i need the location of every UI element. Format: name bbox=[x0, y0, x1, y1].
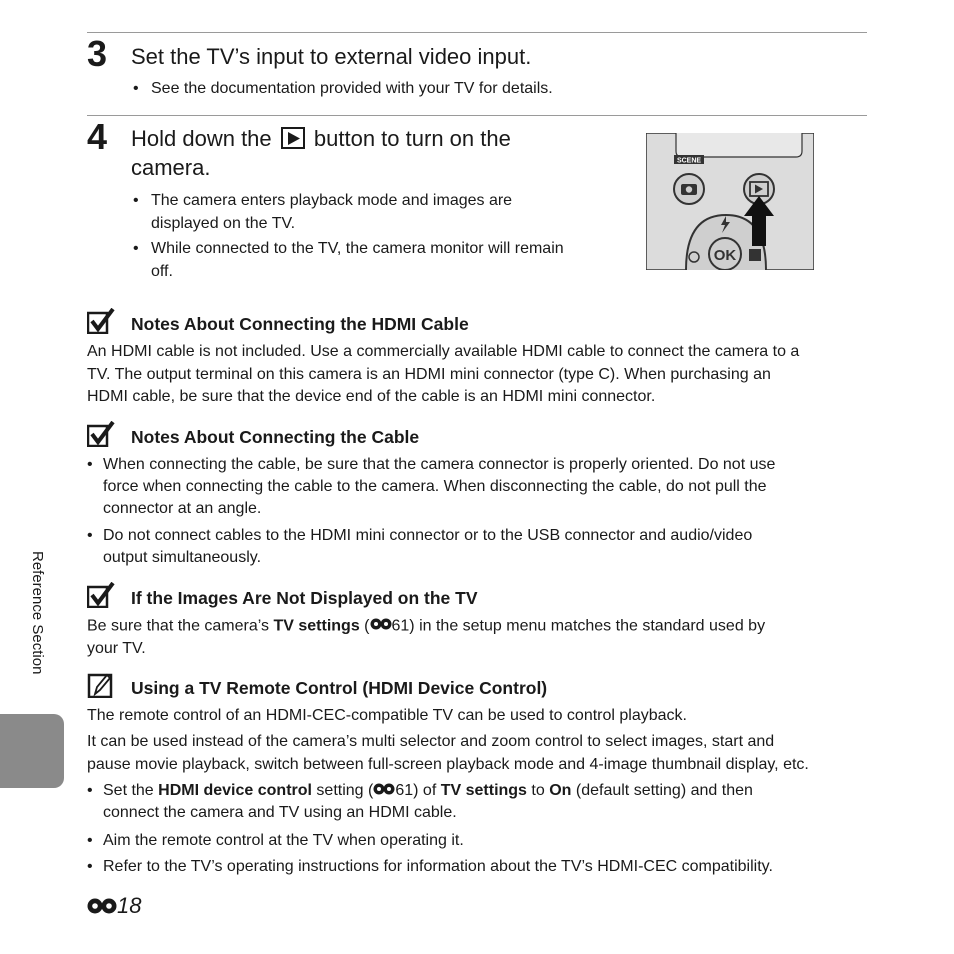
note-hdmi-cable-heading bbox=[87, 308, 867, 336]
note4-text: (default setting) and then bbox=[575, 782, 753, 800]
step-4-number: 4 bbox=[87, 116, 108, 157]
pencil-note-icon bbox=[87, 672, 115, 698]
page-reference: 61 bbox=[395, 782, 414, 800]
note-cable-heading bbox=[87, 421, 867, 449]
caution-check-icon bbox=[87, 421, 115, 447]
step-4-title-part1: Hold down the bbox=[131, 126, 272, 151]
scene-label: SCENE bbox=[676, 157, 702, 165]
playback-button-icon bbox=[281, 127, 305, 149]
note4-text: setting ( bbox=[316, 782, 374, 800]
note-not-displayed-body: Be sure that the camera’s TV settings ( 61) in the setup menu matches the standard used by your TV. bbox=[87, 615, 872, 660]
bullet-dot: • bbox=[87, 456, 93, 473]
note4-text: Set the bbox=[103, 782, 154, 800]
exposure-icon bbox=[749, 249, 761, 261]
tv-settings-term: TV settings bbox=[273, 617, 360, 635]
note4-text: connect the camera and TV using an HDMI cable. bbox=[103, 804, 457, 822]
bullet-dot: • bbox=[133, 80, 139, 97]
step-3-bullet bbox=[133, 77, 833, 100]
e-reference-icon bbox=[87, 894, 117, 920]
step-4-bullet-1-line1: The camera enters playback mode and images are bbox=[151, 192, 513, 209]
step-4-title-line2: camera. bbox=[131, 155, 211, 180]
e-reference-icon bbox=[373, 780, 395, 802]
note-remote-bullet-1 bbox=[87, 780, 872, 824]
note-cable-bullet-1-line: force when connecting the cable to the camera. When disconnecting the cable, do not pull the bbox=[103, 478, 767, 495]
note-cable-bullet-2 bbox=[87, 525, 872, 569]
step-4-title bbox=[131, 124, 611, 182]
note-cable-bullet-1-line: When connecting the cable, be sure that the camera connector is properly oriented. Do not use bbox=[103, 456, 776, 473]
note3-text: your TV. bbox=[87, 639, 146, 657]
e-reference-icon bbox=[370, 615, 392, 638]
step-4-bullet-1-line2: displayed on the TV. bbox=[151, 215, 296, 232]
caution-check-icon bbox=[87, 582, 115, 608]
page-reference: 61 bbox=[391, 617, 410, 635]
step-4-bullet-2 bbox=[133, 237, 613, 283]
note4-text: to bbox=[531, 782, 545, 800]
note-remote-p2-line: pause movie playback, switch between full-screen playback mode and 4-image thumbnail display, etc. bbox=[87, 755, 809, 773]
note-remote-bullet-3-text: Refer to the TV’s operating instructions for information about the TV’s HDMI-CEC compatibility. bbox=[103, 858, 773, 875]
note-cable-bullet-1 bbox=[87, 454, 872, 520]
note-remote-p2-line: It can be used instead of the camera’s multi selector and zoom control to select images, start and bbox=[87, 733, 775, 750]
section-side-label-text: Reference Section bbox=[29, 551, 46, 675]
note-hdmi-cable-title: Notes About Connecting the HDMI Cable bbox=[131, 314, 469, 334]
note3-text: ) in the setup menu matches the standard used by bbox=[409, 617, 766, 635]
bullet-dot: • bbox=[133, 192, 139, 209]
note-not-displayed-title: If the Images Are Not Displayed on the TV bbox=[131, 588, 478, 608]
step-3-bullet-text: See the documentation provided with your TV for details. bbox=[151, 80, 553, 97]
on-term: On bbox=[549, 782, 572, 800]
note3-text: Be sure that the camera’s bbox=[87, 617, 270, 635]
note-cable-bullet-2-line: Do not connect cables to the HDMI mini connector or to the USB connector and audio/video bbox=[103, 527, 753, 544]
step-4-bullet-2-line1: While connected to the TV, the camera monitor will remain bbox=[151, 240, 564, 257]
step-4-title-part2: button to turn on the bbox=[313, 126, 511, 151]
note-remote-p2 bbox=[87, 731, 887, 776]
step-3-title: Set the TV’s input to external video input. bbox=[131, 44, 532, 69]
bullet-dot: • bbox=[87, 527, 93, 544]
ok-label: OK bbox=[713, 247, 737, 264]
note-remote-bullet-2 bbox=[87, 830, 872, 852]
step-4-bullet-1 bbox=[133, 189, 613, 235]
note-hdmi-cable-line: An HDMI cable is not included. Use a commercially available HDMI cable to connect the camera to a bbox=[87, 343, 800, 360]
note4-text: ) of bbox=[413, 782, 437, 800]
page-number bbox=[87, 893, 141, 920]
bullet-dot: • bbox=[87, 832, 93, 849]
note-remote-title: Using a TV Remote Control (HDMI Device Control) bbox=[131, 678, 548, 698]
page-number-text: 18 bbox=[117, 893, 142, 918]
step-4-rule bbox=[87, 115, 867, 116]
note-remote-heading bbox=[87, 672, 867, 700]
section-tab bbox=[0, 714, 64, 788]
caution-check-icon bbox=[87, 308, 115, 334]
bullet-dot: • bbox=[133, 240, 139, 257]
note-remote-bullet-2-text: Aim the remote control at the TV when operating it. bbox=[103, 832, 464, 849]
step-3-number: 3 bbox=[87, 33, 108, 74]
note-hdmi-cable-body bbox=[87, 341, 872, 409]
tv-settings-term: TV settings bbox=[440, 782, 527, 800]
bullet-dot: • bbox=[87, 858, 93, 875]
note-remote-p1: The remote control of an HDMI-CEC-compatible TV can be used to control playback. bbox=[87, 707, 687, 724]
note-hdmi-cable-line: TV. The output terminal on this camera is an HDMI mini connector (type C). When purchasing an bbox=[87, 365, 771, 383]
note-not-displayed-heading bbox=[87, 582, 867, 610]
note-cable-title: Notes About Connecting the Cable bbox=[131, 427, 420, 447]
hdmi-device-control-term: HDMI device control bbox=[158, 782, 312, 800]
step-4-bullet-2-line2: off. bbox=[151, 263, 173, 280]
top-rule bbox=[87, 32, 867, 33]
bullet-dot: • bbox=[87, 782, 93, 799]
note-remote-bullet-3 bbox=[87, 856, 872, 878]
note-cable-bullet-2-line: output simultaneously. bbox=[103, 549, 262, 566]
section-side-label bbox=[28, 551, 48, 701]
camera-back-illustration bbox=[646, 133, 814, 270]
note-cable-bullet-1-line: connector at an angle. bbox=[103, 500, 262, 517]
note-hdmi-cable-line: HDMI cable, be sure that the device end of the cable is an HDMI mini connector. bbox=[87, 388, 656, 405]
